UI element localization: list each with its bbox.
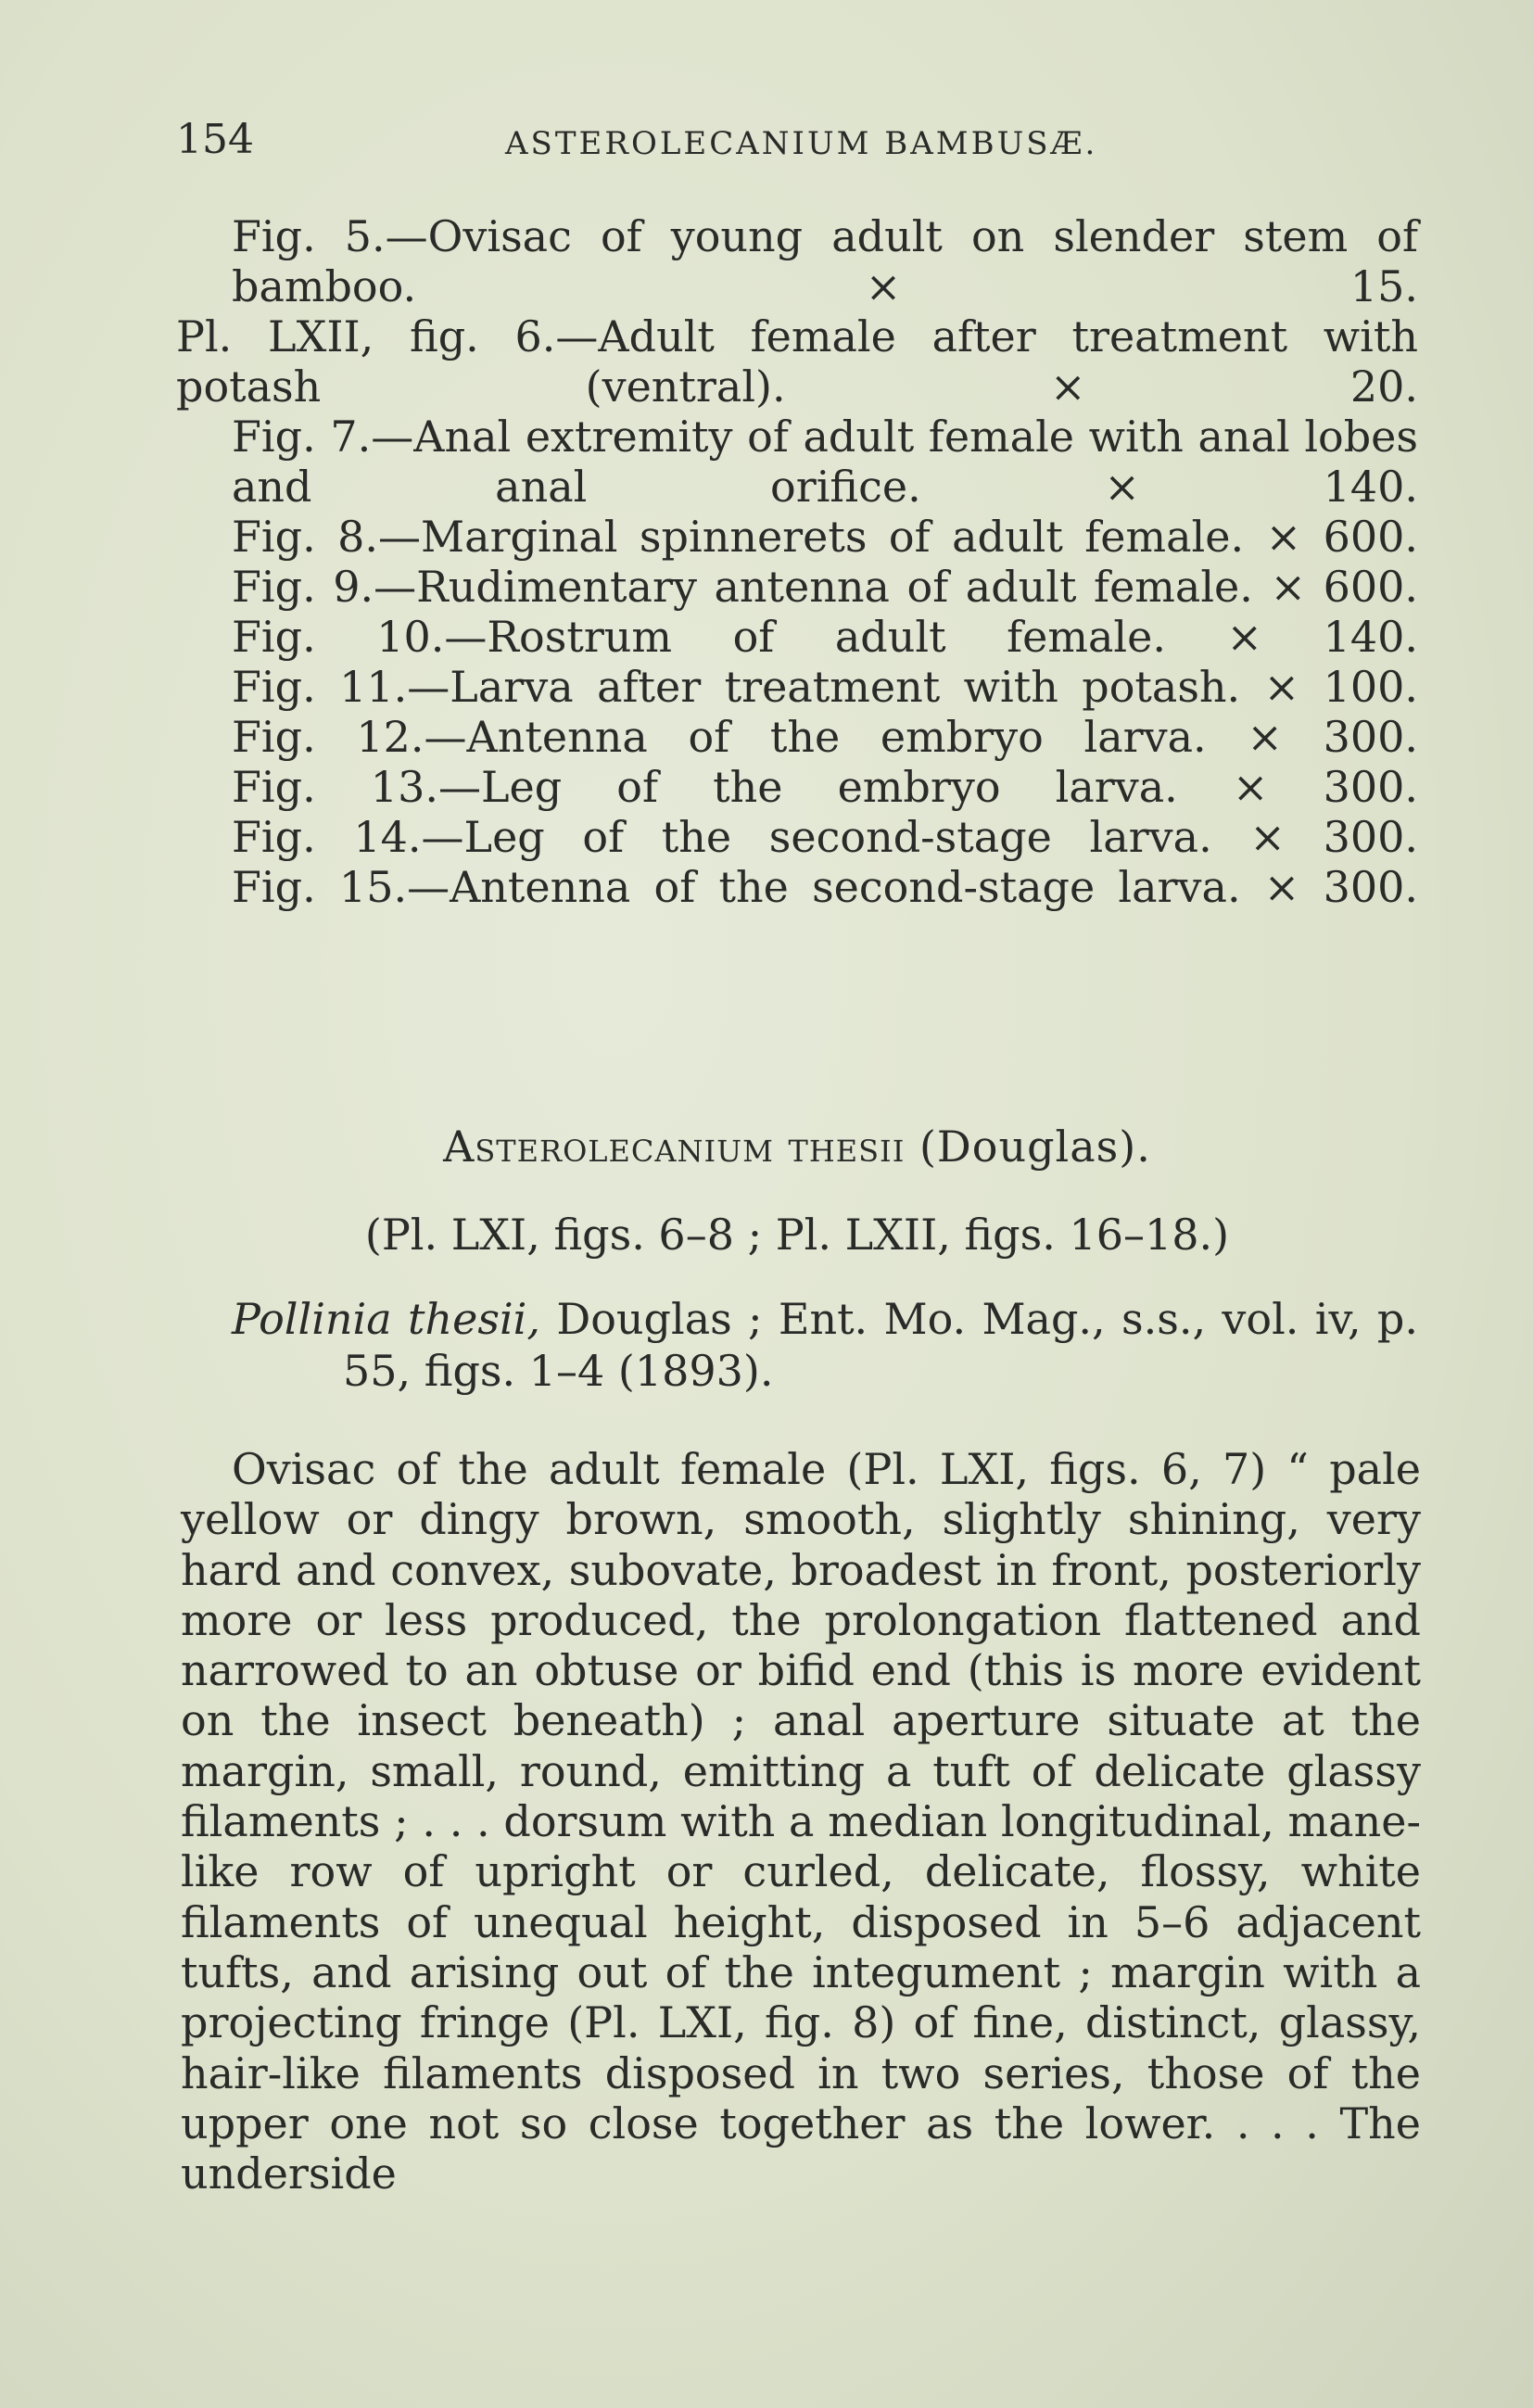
caption-fig-5: Fig. 5.—Ovisac of young adult on slender stem of bamboo. × 15.: [232, 211, 1418, 311]
species-genus: Asterolecanium: [443, 1122, 774, 1172]
synonymy: [232, 1293, 1418, 1397]
synonym-name: Pollinia thesii,: [232, 1294, 540, 1344]
caption-fig-9: Fig. 9.—Rudimentary antenna of adult female. × 600.: [232, 562, 1418, 612]
description-paragraph: Ovisac of the adult female (Pl. LXI, figs. 6, 7) “ pale yellow or dingy brown, smooth, slightly shining, very hard and convex, subovate, broadest in front, posteriorly more or less produced, the prolongation flattened and narrowed to an obtuse or bifid end (this is more evident on the insect beneath) ; anal aperture situate at the margin, small, round, emitting a tuft of delicate glassy filaments ; . . . dorsum with a median longitudinal, mane-like row of upright or curled, delicate, flossy, white filaments of unequal height, disposed in 5–6 adjacent tufts, and arising out of the integument ; margin with a projecting fringe (Pl. LXI, fig. 8) of fine, distinct, glassy, hair-like filaments disposed in two series, those of the upper one not so close together as the lower. . . . The underside: [181, 1444, 1421, 2199]
caption-fig-14: Fig. 14.—Leg of the second-stage larva. × 300.: [232, 812, 1418, 862]
plates-reference: (Pl. LXI, figs. 6–8 ; Pl. LXII, figs. 16–18.): [364, 1210, 1230, 1260]
figure-captions: [176, 211, 1418, 912]
caption-fig-11: Fig. 11.—Larva after treatment with potash. × 100.: [232, 662, 1418, 712]
species-author: (Douglas).: [919, 1122, 1151, 1172]
caption-fig-10: Fig. 10.—Rostrum of adult female. × 140.: [232, 612, 1418, 662]
synonym-citation: Douglas ; Ent. Mo. Mag., s.s., vol. iv, p. 55, figs. 1–4 (1893).: [343, 1294, 1418, 1396]
species-epithet: thesii: [788, 1122, 906, 1172]
species-heading: [176, 1122, 1418, 1172]
caption-fig-12: Fig. 12.—Antenna of the embryo larva. × 300.: [232, 712, 1418, 762]
caption-fig-7: Fig. 7.—Anal extremity of adult female with anal lobes and anal orifice. × 140.: [232, 412, 1418, 512]
caption-fig-8: Fig. 8.—Marginal spinnerets of adult female. × 600.: [232, 512, 1418, 562]
caption-fig-13: Fig. 13.—Leg of the embryo larva. × 300.: [232, 762, 1418, 812]
caption-fig-15: Fig. 15.—Antenna of the second-stage larva. × 300.: [232, 862, 1418, 912]
page-number: 154: [176, 116, 254, 163]
running-head: ASTEROLECANIUM BAMBUSÆ.: [505, 125, 1098, 162]
caption-pl-lxii-fig-6: Pl. LXII, fig. 6.—Adult female after treatment with potash (ventral). × 20.: [176, 311, 1418, 412]
page-header: [176, 116, 1418, 171]
